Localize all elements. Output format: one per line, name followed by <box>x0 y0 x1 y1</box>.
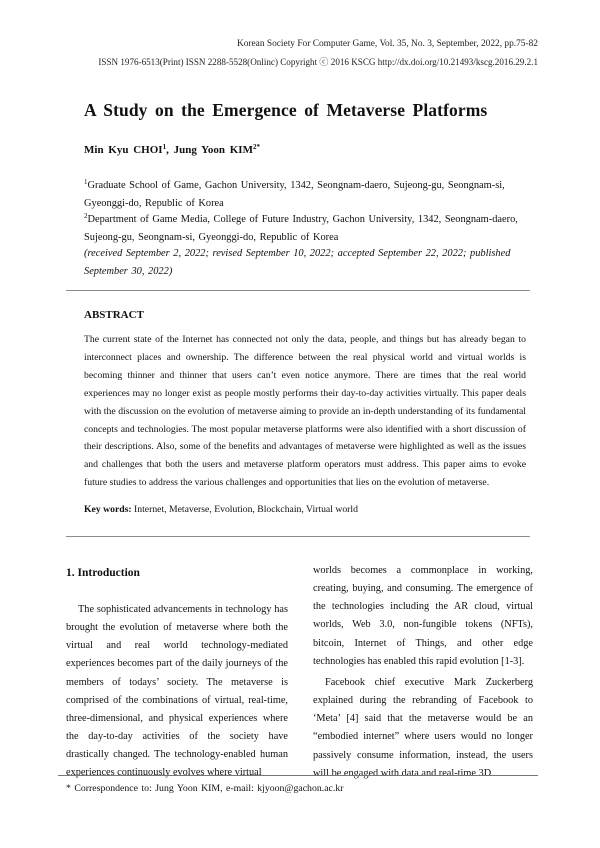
abstract-heading: ABSTRACT <box>84 309 144 321</box>
author-2-affiliation-mark: 2* <box>252 143 260 151</box>
journal-info: Korean Society For Computer Game, Vol. 35, No. 3, September, 2022, pp.75-82 <box>236 39 538 49</box>
affiliation-1-mark: 1 <box>84 178 88 186</box>
abstract-text: The current state of the Internet has connected not only the data, people, and things but has already began to interconnect places and ownership. The difference between the real physical world and virtual worlds is becoming thinner and thinner that users can’t even notice anymore. There are times that the real world experiences may no longer exist as people mostly performs their day-to-day activities virtually. This paper deals with the discussion on the evolution of metaverse aiming to provide an in-depth understanding of its fundamental concepts and technologies. The most popular metaverse platforms were also identified with a short discussion of their descriptions. Also, some of the benefits and advantages of metaverse were highlighted as well as the issues and challenges that both the users and metaverse platform operators must address. This paper aims to evoke future studies to address the various challenges and opportunities that lies on the evolution of metaverse. <box>84 334 526 489</box>
issn-copyright-doi: ISSN 1976-6513(Print) ISSN 2288-5528(Onlinc) Copyright ⓒ 2016 KSCG http://dx.doi.org/10.21493/kscg.2016.29.2.1 <box>98 57 538 67</box>
header-divider <box>66 290 530 291</box>
author-2-name: Jung Yoon KIM <box>173 144 253 156</box>
keywords-list: Internet, Metaverse, Evolution, Blockchain, Virtual world <box>131 504 358 515</box>
author-1-name: Min Kyu CHOI <box>84 144 163 156</box>
paper-title: A Study on the Emergence of Metaverse Platforms <box>84 100 488 120</box>
keywords <box>84 504 358 515</box>
body-column-right <box>313 562 533 783</box>
body-column-left <box>66 601 288 783</box>
section-heading-introduction: 1. Introduction <box>66 567 140 579</box>
abstract-divider <box>66 536 530 537</box>
received-dates: (received September 2, 2022; revised September 10, 2022; accepted September 22, 2022; published September 30, 2022) <box>84 248 511 277</box>
affiliation-2 <box>84 211 524 246</box>
affiliation-2-text: Department of Game Media, College of Future Industry, Gachon University, 1342, Seongnam-daero, Sujeong-gu, Seongnam-si, Gyeonggi-do, Republic of Korea <box>84 214 518 243</box>
affiliation-2-mark: 2 <box>84 212 88 220</box>
affiliation-1 <box>84 177 524 212</box>
author-separator: , <box>166 144 174 156</box>
intro-paragraph-1: The sophisticated advancements in technology has brought the evolution of metaverse where both the virtual and real world technology-mediated experiences becomes part of the daily journeys of the members of todays’ society. The metaverse is comprised of the combinations of virtual, real-time, three-dimensional, and physical experiences where the day-to-day activities of the society have drastically changed. The technology-enabled human experiences continuously evolves where virtual <box>66 604 288 779</box>
correspondence-footnote: * Correspondence to: Jung Yoon KIM, e-mail: kjyoon@gachon.ac.kr <box>66 783 344 794</box>
intro-paragraph-1-continued: worlds becomes a commonplace in working, creating, buying, and consuming. The emergence of the technologies including the AR cloud, virtual worlds, Web 3.0, non-fungible tokens (NFTs), bitcoin, Internet of Things, and other edge technologies has enabled this rapid evolution [1-3]. <box>313 565 533 667</box>
intro-paragraph-2: Facebook chief executive Mark Zuckerberg explained during the rebranding of Facebook to ‘Meta’ [4] said that the metaverse would be an “embodied internet” where users would no longer passively consume information, instead, the users will be engaged with data and real-time 3D <box>313 676 533 779</box>
author-1-affiliation-mark: 1 <box>162 143 167 151</box>
keywords-label: Key words: <box>84 504 132 515</box>
affiliation-1-text: Graduate School of Game, Gachon University, 1342, Seongnam-daero, Sujeong-gu, Seongnam-si, Gyeonggi-do, Republic of Korea <box>84 180 505 209</box>
author-list <box>84 144 260 156</box>
footnote-divider <box>58 775 538 776</box>
